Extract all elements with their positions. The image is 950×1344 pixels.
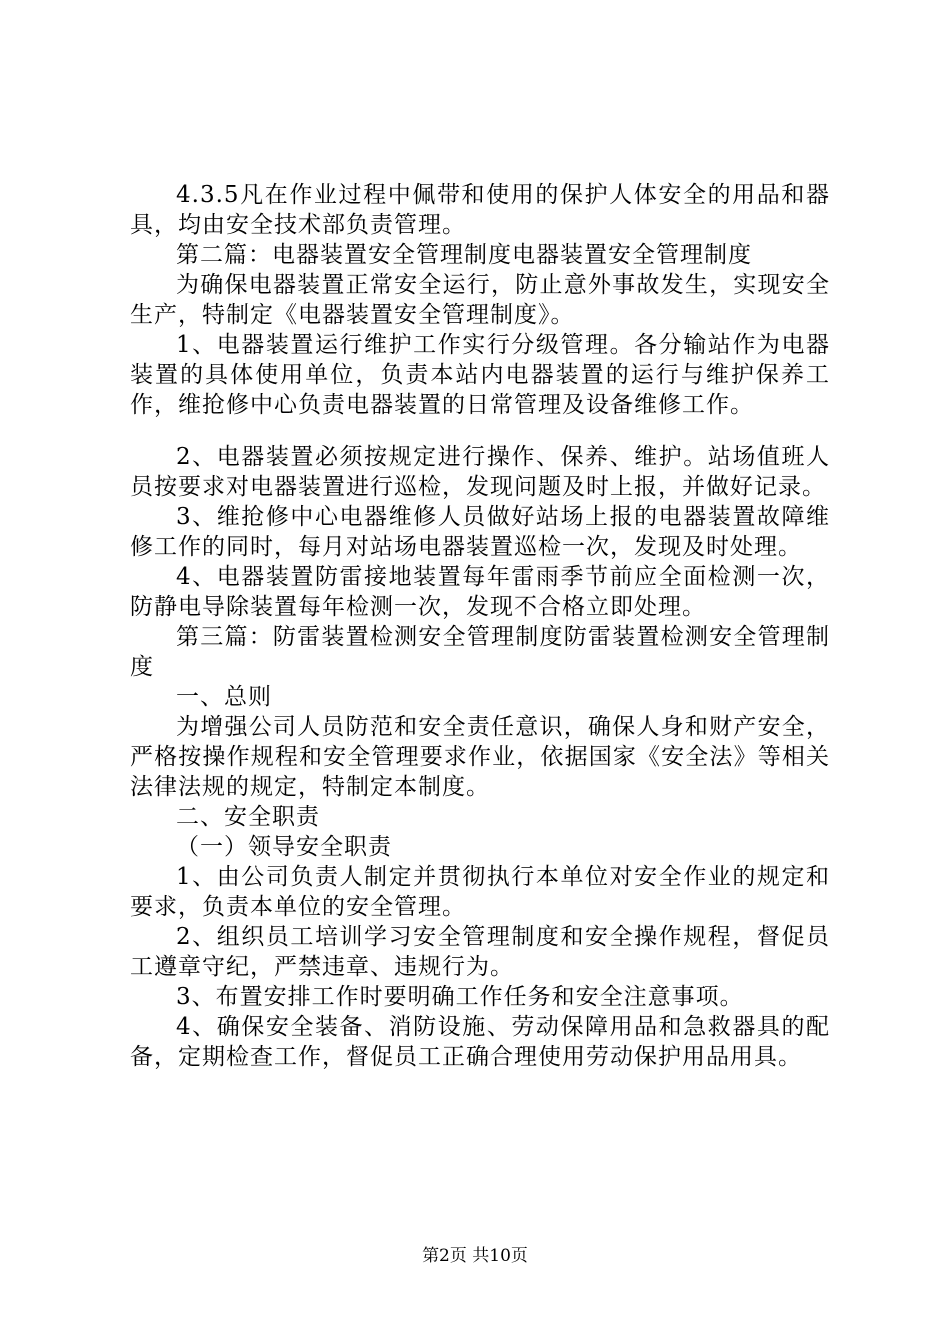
section-heading-part-three: 第三篇：防雷装置检测安全管理制度防雷装置检测安全管理制度	[130, 624, 830, 680]
heading-safety-duties: 二、安全职责	[176, 804, 320, 830]
paragraph-duty-4: 4、确保安全装备、消防设施、劳动保障用品和急救器具的配备，定期检查工作，督促员工正确合理使用劳动保护用品用具。	[130, 1014, 830, 1070]
paragraph-duty-1: 1、由公司负责人制定并贯彻执行本单位对安全作业的规定和要求，负责本单位的安全管理。	[130, 864, 830, 920]
paragraph-4-3-5: 4.3.5凡在作业过程中佩带和使用的保护人体安全的用品和器具，均由安全技术部负责管理。	[130, 182, 830, 238]
heading-general-rules: 一、总则	[176, 684, 272, 710]
paragraph-item-4: 4、电器装置防雷接地装置每年雷雨季节前应全面检测一次，防静电导除装置每年检测一次，发现不合格立即处理。	[130, 564, 830, 620]
paragraph-duty-2: 2、组织员工培训学习安全管理制度和安全操作规程，督促员工遵章守纪，严禁违章、违规行为。	[130, 924, 830, 980]
heading-leadership-duties: （一）领导安全职责	[176, 834, 392, 860]
paragraph-duty-3: 3、布置安排工作时要明确工作任务和安全注意事项。	[176, 984, 744, 1010]
paragraph-purpose: 为确保电器装置正常安全运行，防止意外事故发生，实现安全生产，特制定《电器装置安全管理制度》。	[130, 272, 830, 328]
document-body	[130, 180, 830, 1072]
paragraph-item-1: 1、电器装置运行维护工作实行分级管理。各分输站作为电器装置的具体使用单位，负责本站内电器装置的运行与维护保养工作，维抢修中心负责电器装置的日常管理及设备维修工作。	[130, 332, 830, 418]
paragraph-item-3: 3、维抢修中心电器维修人员做好站场上报的电器装置故障维修工作的同时，每月对站场电器装置巡检一次，发现及时处理。	[130, 504, 830, 560]
page-number-footer: 第2页 共10页	[422, 1246, 528, 1266]
section-heading-part-two: 第二篇：电器装置安全管理制度电器装置安全管理制度	[176, 242, 752, 268]
paragraph-item-2: 2、电器装置必须按规定进行操作、保养、维护。站场值班人员按要求对电器装置进行巡检，发现问题及时上报，并做好记录。	[130, 444, 830, 500]
paragraph-general-rules: 为增强公司人员防范和安全责任意识，确保人身和财产安全，严格按操作规程和安全管理要求作业，依据国家《安全法》等相关法律法规的规定，特制定本制度。	[130, 714, 830, 800]
